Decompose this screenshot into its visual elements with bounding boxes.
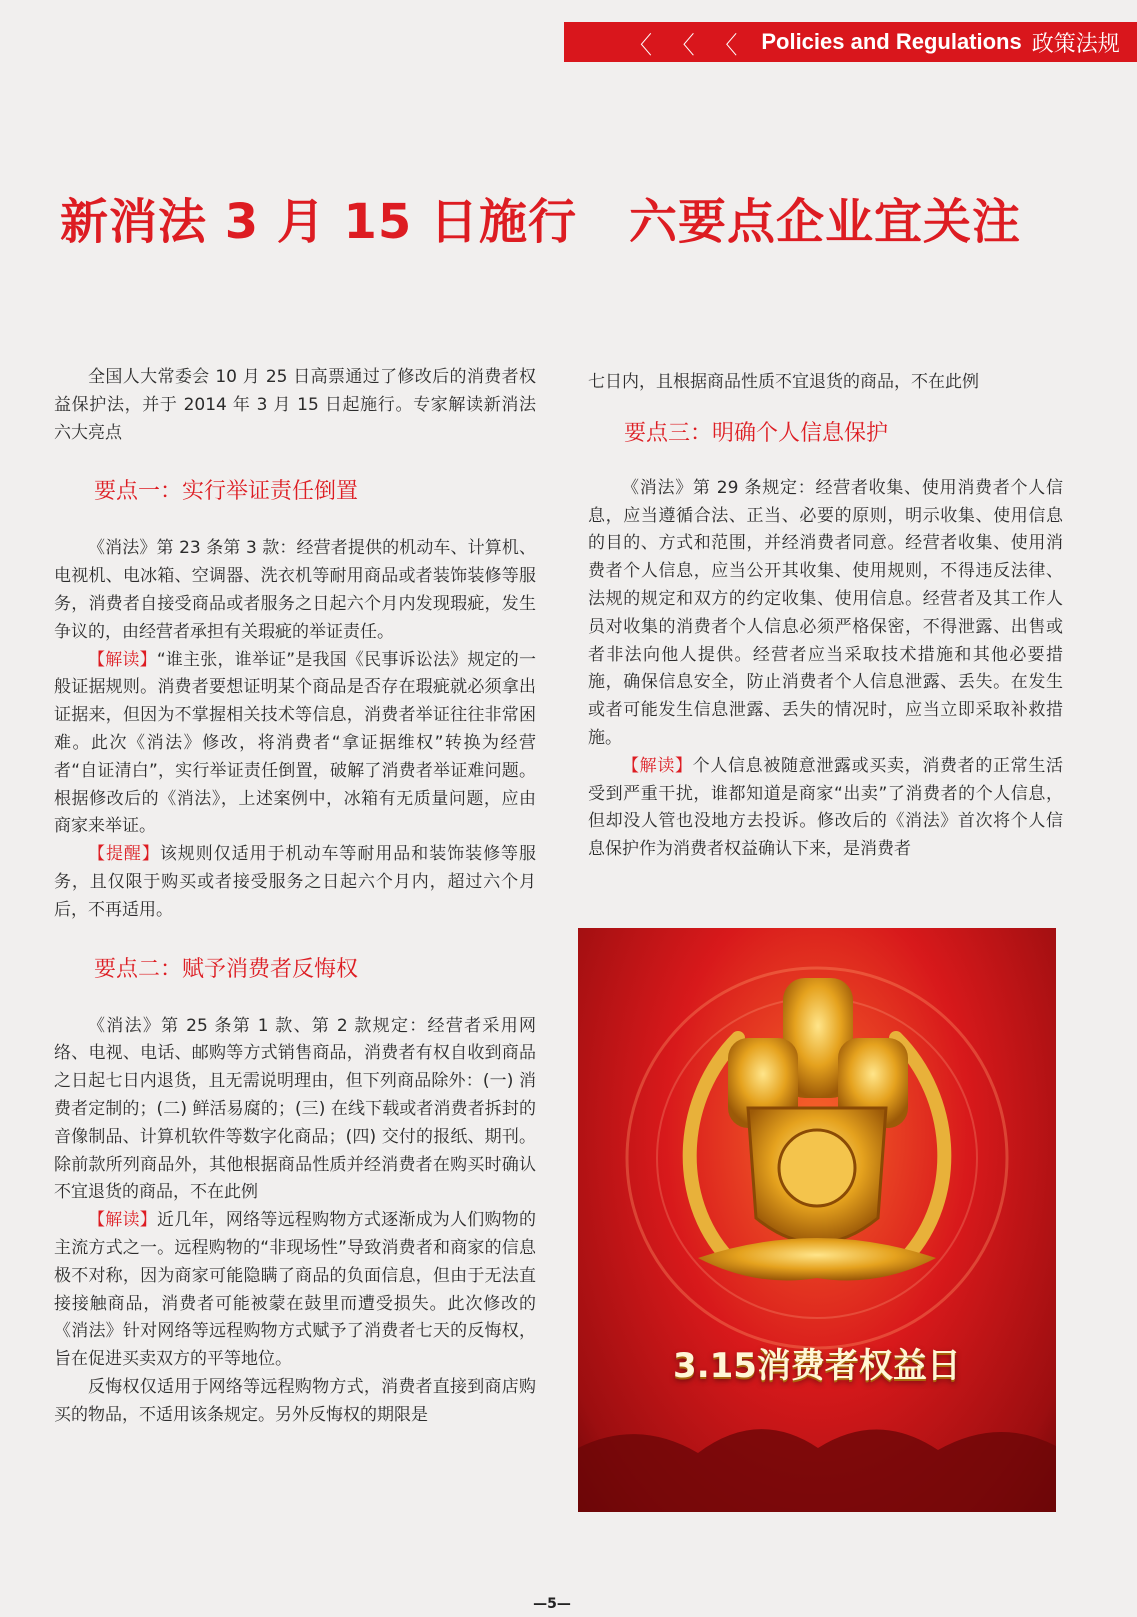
paragraph: 《消法》第 29 条规定：经营者收集、使用消费者个人信息，应当遵循合法、正当、必要的原则，明示收集、使用信息的目的、方式和范围，并经消费者同意。经营者收集、使用消费者个人信息，应当公开其收集、使用规则，不得违反法律、法规的规定和双方的约定收集、使用信息。经营者及其工作人员对收集的消费者个人信息必须严格保密，不得泄露、出售或者非法向他人提供。经营者应当采取技术措施和其他必要措施，确保信息安全，防止消费者个人信息泄露、丢失。在发生或者可能发生信息泄露、丢失的情况时，应当立即采取补救措施。	[588, 477, 1063, 748]
paragraph: 反悔权仅适用于网络等远程购物方式，消费者直接到商店购买的物品，不适用该条规定。另外反悔权的期限是	[54, 1376, 536, 1425]
poster-art	[578, 928, 1056, 1512]
paragraph: 《消法》第 25 条第 1 款、第 2 款规定：经营者采用网络、电视、电话、邮购等方式销售商品，消费者有权自收到商品之日起七日内退货，且无需说明理由，但下列商品除外：(一) 消费者定制的；(二) 鲜活易腐的；(三) 在线下载或者消费者拆封的音像制品、计算机软件等数字化商品；(四) 交付的报纸、期刊。除前款所列商品外，其他根据商品性质并经消费者在购买时确认不宜退货的商品，不在此例	[54, 1015, 536, 1203]
paragraph: 《消法》第 23 条第 3 款：经营者提供的机动车、计算机、电视机、电冰箱、空调器、洗衣机等耐用商品或者装饰装修等服务，消费者自接受商品或者服务之日起六个月内发现瑕疵，发生争议的，由经营者承担有关瑕疵的举证责任。	[54, 538, 536, 642]
right-column	[588, 369, 1063, 864]
intro-paragraph: 全国人大常委会 10 月 25 日高票通过了修改后的消费者权益保护法，并于 2014 年 3 月 15 日起施行。专家解读新消法六大亮点	[54, 367, 536, 443]
title-part-1: 新消法 3 月 15 日施行	[60, 194, 578, 250]
paragraph: 【解读】个人信息被随意泄露或买卖，消费者的正常生活受到严重干扰，谁都知道是商家“出卖”了消费者的个人信息，但却没人管也没地方去投诉。修改后的《消法》首次将个人信息保护作为消费者权益确认下来，是消费者	[588, 755, 1064, 860]
left-column	[54, 364, 536, 1430]
tag-label: 【解读】	[88, 649, 157, 670]
consumer-day-poster	[578, 928, 1056, 1512]
section-title-zh: 政策法规	[1031, 31, 1120, 57]
tag-label: 【解读】	[622, 755, 693, 776]
section-title-en: Policies and Regulations	[761, 29, 1022, 54]
article-title	[60, 183, 1100, 252]
title-part-2: 六要点企业宜关注	[629, 194, 1022, 250]
chevron-icons: 〈 〈 〈	[628, 31, 744, 59]
tag-label: 【提醒】	[88, 844, 160, 865]
tag-label: 【解读】	[88, 1210, 157, 1231]
heading-point-2: 要点二：赋予消费者反悔权	[94, 956, 359, 982]
heading-point-1: 要点一：实行举证责任倒置	[94, 479, 359, 505]
page-number: —5—	[533, 1596, 571, 1612]
poster-caption: 3.15消费者权益日	[673, 1346, 961, 1386]
heading-point-3: 要点三：明确个人信息保护	[624, 420, 889, 446]
paragraph: 【提醒】该规则仅适用于机动车等耐用品和装饰装修等服务，且仅限于购买或者接受服务之日起六个月内，超过六个月后，不再适用。	[54, 844, 537, 920]
paragraph: 【解读】近几年，网络等远程购物方式逐渐成为人们购物的主流方式之一。远程购物的“非现场性”导致消费者和商家的信息极不对称，因为商家可能隐瞒了商品的负面信息，但由于无法直接接触商品，消费者可能被蒙在鼓里而遭受损失。此次修改的《消法》针对网络等远程购物方式赋予了消费者七天的反悔权，旨在促进买卖双方的平等地位。	[54, 1210, 537, 1370]
paragraph: 【解读】“谁主张，谁举证”是我国《民事诉讼法》规定的一般证据规则。消费者要想证明某个商品是否存在瑕疵就必须拿出证据来，但因为不掌握相关技术等信息，消费者举证往往非常困难。此次《消法》修改，将消费者“拿证据维权”转换为经营者“自证清白”，实行举证责任倒置，破解了消费者举证难问题。根据修改后的《消法》，上述案例中，冰箱有无质量问题，应由商家来举证。	[54, 649, 536, 837]
section-banner	[564, 22, 1137, 62]
paragraph-continued: 七日内，且根据商品性质不宜退货的商品，不在此例	[588, 372, 979, 392]
